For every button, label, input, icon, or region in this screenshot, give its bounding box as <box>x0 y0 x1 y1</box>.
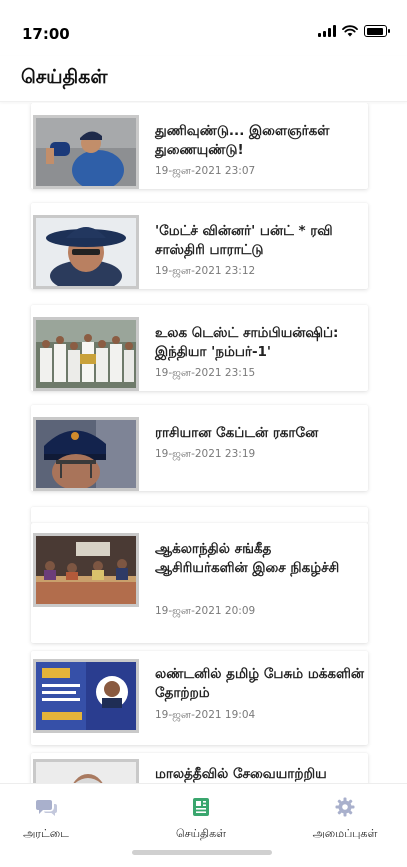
nav-chat[interactable] <box>1 796 91 842</box>
news-thumbnail <box>33 533 139 607</box>
status-icons <box>318 25 387 37</box>
chat-bubble-icon <box>35 796 57 818</box>
news-title: 'மேட்ச் வின்னர்' பன்ட் * ரவி சாஸ்திரி பாராட்டு <box>155 223 333 258</box>
nav-news-label: செய்திகள் <box>175 827 227 840</box>
news-card[interactable] <box>31 305 368 391</box>
news-date: 19-ஜன-2021 23:15 <box>155 367 256 379</box>
news-card[interactable] <box>31 103 368 189</box>
news-title: லண்டனில் தமிழ் பேசும் மக்களின் தோற்றம் <box>155 666 364 701</box>
page-title: செய்திகள் <box>21 66 108 88</box>
nav-settings-label: அமைப்புகள் <box>312 827 378 840</box>
status-time: 17:00 <box>22 25 70 43</box>
news-thumbnail <box>33 659 139 733</box>
news-thumbnail <box>33 417 139 491</box>
news-card[interactable] <box>31 203 368 289</box>
battery-icon <box>364 25 387 37</box>
cellular-signal-icon <box>318 25 336 37</box>
news-title: ஆக்லாந்தில் சங்கீத ஆசிரியர்களின் இசை நிகழ்ச்சி <box>155 541 340 576</box>
news-date: 19-ஜன-2021 23:19 <box>155 448 256 460</box>
news-card[interactable] <box>31 651 368 745</box>
header <box>0 56 407 102</box>
news-title: மாலத்தீவில் சேவையாற்றிய <box>155 766 327 782</box>
status-bar <box>0 0 407 56</box>
news-thumbnail <box>33 317 139 391</box>
news-list[interactable] <box>0 103 407 783</box>
gear-icon <box>334 796 356 818</box>
newspaper-icon <box>190 796 212 818</box>
news-card[interactable] <box>31 405 368 491</box>
news-date: 19-ஜன-2021 23:07 <box>155 165 256 177</box>
news-card[interactable] <box>31 523 368 643</box>
news-date: 19-ஜன-2021 23:12 <box>155 265 256 277</box>
nav-news[interactable] <box>156 796 246 842</box>
news-thumbnail <box>33 215 139 289</box>
news-title: உலக டெஸ்ட் சாம்பியன்ஷிப்: இந்தியா 'நம்பர்-1' <box>155 325 339 360</box>
bottom-navigation <box>0 783 407 867</box>
news-card-separator <box>31 507 368 523</box>
home-indicator <box>132 850 272 855</box>
news-card[interactable] <box>31 753 368 783</box>
news-title: ராசியான கேப்டன் ரகானே <box>155 425 319 441</box>
news-date: 19-ஜன-2021 20:09 <box>155 605 256 617</box>
news-title: துணிவுண்டு... இளைஞர்கள் துணையுண்டு! <box>155 123 330 158</box>
wifi-icon <box>342 25 358 37</box>
news-thumbnail <box>33 759 139 783</box>
news-date: 19-ஜன-2021 19:04 <box>155 709 256 721</box>
nav-settings[interactable] <box>300 796 390 842</box>
nav-chat-label: அரட்டை <box>23 827 69 840</box>
news-thumbnail <box>33 115 139 189</box>
